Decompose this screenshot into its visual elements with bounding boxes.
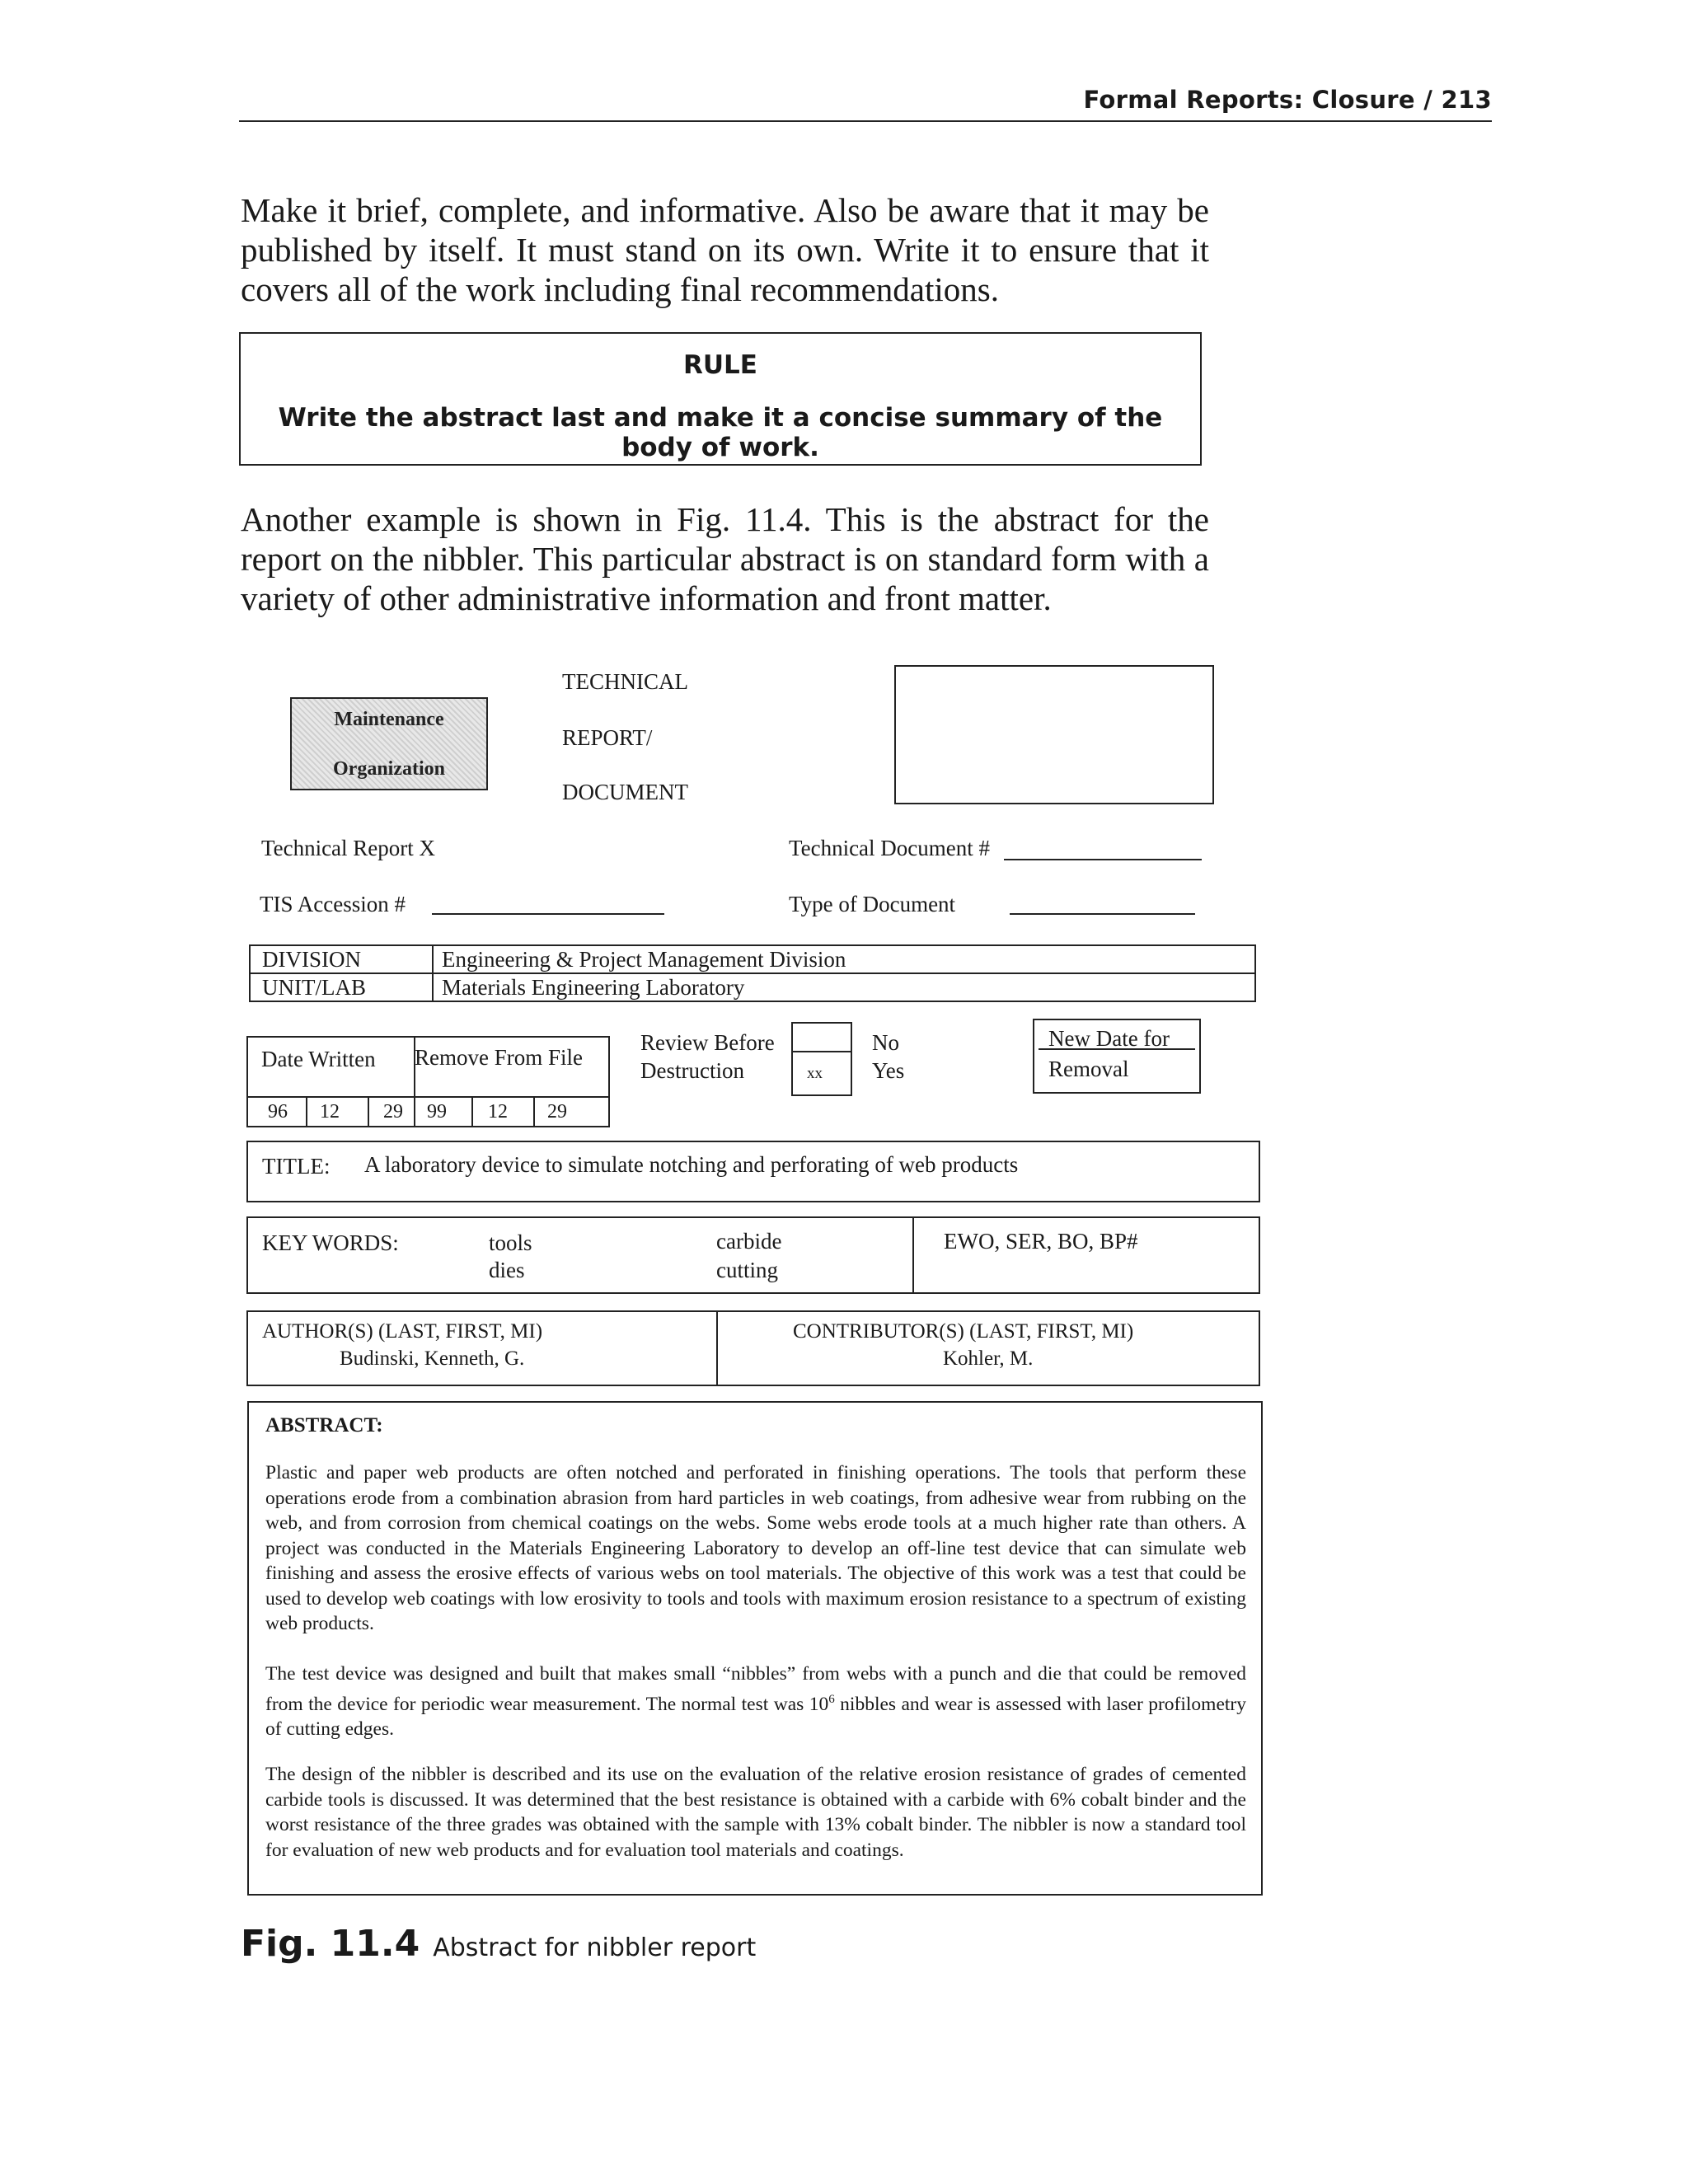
remove-from-file-label: Remove From File	[415, 1045, 583, 1070]
title-value: A laboratory device to simulate notching and perforating of web products	[364, 1152, 1019, 1177]
division-label: DIVISION	[262, 947, 361, 972]
new-date-label-2: Removal	[1048, 1057, 1129, 1081]
type-of-document-label: Type of Document	[789, 892, 956, 916]
tis-accession-blank	[432, 913, 664, 915]
keyword-item: dies	[489, 1258, 525, 1282]
contributors-value: Kohler, M.	[943, 1347, 1034, 1370]
contributors-label: CONTRIBUTOR(S) (LAST, FIRST, MI)	[793, 1320, 1134, 1343]
body-paragraph-2: Another example is shown in Fig. 11.4. This is the abstract for the report on the nibbler. This particular abstract is on standard form with a variety of other administrative information and front matter.	[241, 500, 1209, 617]
rule-box	[239, 332, 1202, 466]
maintenance-organization-logo	[290, 697, 488, 790]
division-unit-column-divider	[432, 944, 434, 1002]
authors-divider	[716, 1310, 718, 1386]
remove-date-day: 29	[547, 1101, 567, 1122]
keyword-item: cutting	[716, 1258, 778, 1282]
yes-option-label: Yes	[872, 1058, 905, 1083]
abstract-label: ABSTRACT:	[265, 1414, 383, 1436]
ewo-label: EWO, SER, BO, BP#	[944, 1229, 1138, 1254]
date-cell-divider-3	[471, 1098, 473, 1127]
authors-label: AUTHOR(S) (LAST, FIRST, MI)	[262, 1320, 543, 1343]
type-of-document-blank	[1010, 913, 1195, 915]
date-cell-divider-2	[368, 1098, 369, 1127]
yes-checkbox-mark: xx	[807, 1065, 823, 1082]
title-label: TITLE:	[262, 1154, 331, 1179]
dates-divider	[246, 1096, 610, 1098]
review-checkbox-group	[791, 1022, 852, 1096]
technical-report-label: Technical Report X	[261, 836, 436, 860]
unit-lab-label: UNIT/LAB	[262, 975, 366, 1000]
division-unit-divider	[249, 972, 1256, 974]
review-before-label-2: Destruction	[640, 1058, 744, 1083]
rule-text: Write the abstract last and make it a concise summary of the body of work.	[278, 403, 1163, 462]
technical-document-blank	[1004, 859, 1202, 860]
review-checkbox-divider	[791, 1051, 852, 1052]
keywords-divider	[912, 1216, 914, 1294]
date-cell-divider-1	[306, 1098, 307, 1127]
document-number-box	[894, 665, 1214, 804]
running-head	[239, 82, 1492, 122]
date-written-month: 12	[320, 1101, 340, 1122]
date-cell-divider-4	[533, 1098, 535, 1127]
remove-date-year: 99	[427, 1101, 447, 1122]
abstract-box	[247, 1401, 1263, 1896]
running-head-text: Formal Reports: Closure / 213	[1083, 86, 1492, 114]
abstract-paragraph-2-start: The test device was designed and built that makes small “nibbles” from webs with a punch and die that could be removed from the device for periodic wear measurement. The normal test was 10	[265, 1663, 1246, 1715]
body-paragraph-1: Make it brief, complete, and informative. Also be aware that it may be published by itself. It must stand on its own. Write it to ensure that it covers all of the work including final recommendations.	[241, 191, 1209, 308]
rule-title: RULE	[683, 350, 757, 380]
abstract-paragraph-3: The design of the nibbler is described and its use on the evaluation of the relative erosion resistance of grades of cemented carbide tools is discussed. It was determined that the best resistance is obtained with a carbide with 6% cobalt binder and the worst resistance of the three grades was obtained with the sample with 13% cobalt binder. The nibbler is now a standard tool for evaluation of new web products and for evaluation tool materials and coatings.	[265, 1764, 1246, 1861]
doc-type-line-1: TECHNICAL	[562, 669, 688, 694]
remove-date-month: 12	[488, 1101, 508, 1122]
division-value: Engineering & Project Management Division	[442, 947, 846, 972]
keyword-item: carbide	[716, 1229, 782, 1254]
abstract-paragraph-1: Plastic and paper web products are often notched and perforated in finishing operations. The tools that perform these operations erode from a combination abrasion from hard particles in web coatings, from adhesive wear from rubbing on the web, and from corrosion from chemical coatings on the webs. Some webs erode tools at a much higher rate than others. A project was conducted in the Materials Engineering Laboratory to develop an off-line test device that can simulate web finishing and assess the erosive effects of various webs on tool materials. The objective of this work was a test that could be used to develop web coatings with low erosivity to tools and tools with maximum erosion resistance to a spectrum of existing web products.	[265, 1462, 1246, 1634]
unit-lab-value: Materials Engineering Laboratory	[442, 975, 745, 1000]
date-written-label: Date Written	[261, 1047, 376, 1071]
abstract-exponent: 6	[828, 1692, 835, 1706]
figure-caption-text: Abstract for nibbler report	[433, 1933, 757, 1962]
keyword-item: tools	[489, 1230, 532, 1255]
abstract-paragraph-2-end: nibbles and wear is assessed with laser profilometry of cutting edges.	[265, 1693, 1246, 1740]
logo-line-2: Organization	[333, 758, 445, 780]
doc-type-line-3: DOCUMENT	[562, 780, 688, 804]
date-written-year: 96	[268, 1101, 288, 1122]
keywords-label: KEY WORDS:	[262, 1230, 399, 1255]
figure-caption-label: Fig. 11.4	[241, 1923, 420, 1965]
date-written-day: 29	[383, 1101, 403, 1122]
technical-document-label: Technical Document #	[789, 836, 991, 860]
review-before-label-1: Review Before	[640, 1030, 775, 1055]
abstract-paragraph-2	[265, 1661, 1246, 1741]
no-option-label: No	[872, 1030, 899, 1055]
new-date-label-1: New Date for	[1048, 1026, 1170, 1051]
doc-type-line-2: REPORT/	[562, 725, 653, 750]
logo-line-1: Maintenance	[334, 709, 444, 730]
figure-caption	[241, 1923, 756, 1965]
authors-value: Budinski, Kenneth, G.	[340, 1347, 525, 1370]
tis-accession-label: TIS Accession #	[260, 892, 406, 916]
